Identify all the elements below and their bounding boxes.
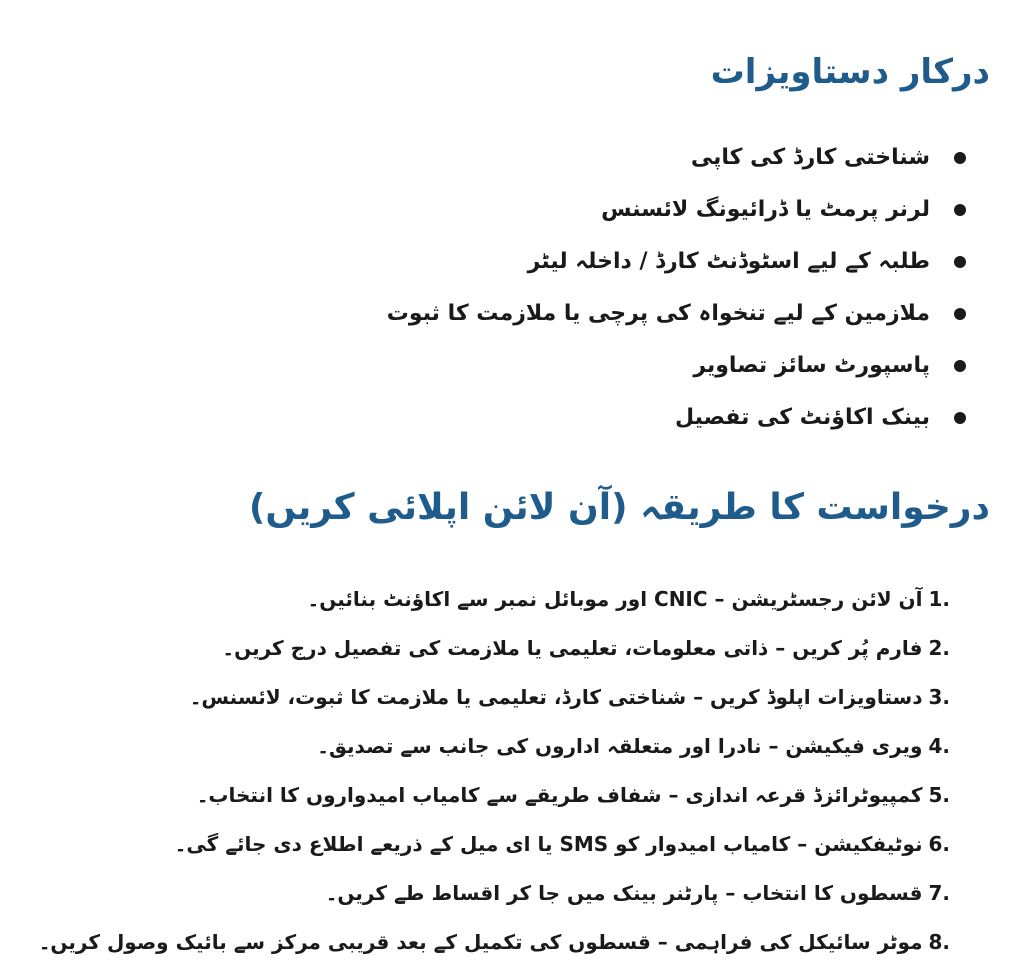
list-item bbox=[266, 132, 966, 184]
step-number: 2. bbox=[928, 636, 950, 660]
list-item-text: طلبہ کے لیے اسٹوڈنٹ کارڈ / داخلہ لیٹر bbox=[527, 249, 930, 274]
list-item-text: ملازمین کے لیے تنخواہ کی پرچی یا ملازمت کا ثبوت bbox=[386, 301, 930, 326]
step-item bbox=[90, 820, 950, 869]
list-item bbox=[266, 236, 966, 288]
step-item bbox=[38, 918, 950, 967]
step-text: کمپیوٹرائزڈ قرعہ اندازی – شفاف طریقے سے کامیاب امیدواروں کا انتخاب۔ bbox=[196, 783, 923, 807]
bullet-icon bbox=[954, 412, 966, 424]
step-number: 7. bbox=[928, 881, 950, 905]
step-number: 6. bbox=[928, 832, 950, 856]
step-text: فارم پُر کریں – ذاتی معلومات، تعلیمی یا ملازمت کی تفصیل درج کریں۔ bbox=[222, 636, 923, 660]
application-method-heading: درخواست کا طریقہ (آن لائن اپلائی کریں) bbox=[248, 487, 990, 528]
step-item bbox=[90, 722, 950, 771]
bullet-icon bbox=[954, 360, 966, 372]
list-item-text: پاسپورٹ سائز تصاویر bbox=[693, 353, 930, 378]
list-item bbox=[266, 184, 966, 236]
bullet-icon bbox=[954, 256, 966, 268]
step-number: 3. bbox=[928, 685, 950, 709]
step-number: 4. bbox=[928, 734, 950, 758]
list-item-text: شناختی کارڈ کی کاپی bbox=[690, 145, 930, 170]
application-steps-list bbox=[38, 575, 950, 967]
step-item bbox=[90, 771, 950, 820]
step-text: آن لائن رجسٹریشن – CNIC اور موبائل نمبر سے اکاؤنٹ بنائیں۔ bbox=[307, 587, 923, 611]
bullet-icon bbox=[954, 308, 966, 320]
step-number: 8. bbox=[928, 930, 950, 954]
bullet-icon bbox=[954, 152, 966, 164]
required-documents-list bbox=[266, 132, 966, 444]
list-item-text: لرنر پرمٹ یا ڈرائیونگ لائسنس bbox=[601, 197, 930, 222]
bullet-icon bbox=[954, 204, 966, 216]
list-item bbox=[266, 288, 966, 340]
step-item bbox=[90, 673, 950, 722]
required-documents-heading: درکار دستاویزات bbox=[710, 52, 990, 92]
step-item bbox=[90, 624, 950, 673]
step-item bbox=[90, 869, 950, 918]
list-item-text: بینک اکاؤنٹ کی تفصیل bbox=[675, 405, 930, 430]
step-text: قسطوں کا انتخاب – پارٹنر بینک میں جا کر اقساط طے کریں۔ bbox=[325, 881, 923, 905]
step-text: ویری فیکیشن – نادرا اور متعلقہ اداروں کی جانب سے تصدیق۔ bbox=[317, 734, 923, 758]
step-number: 1. bbox=[928, 587, 950, 611]
step-text: دستاویزات اپلوڈ کریں – شناختی کارڈ، تعلیمی یا ملازمت کا ثبوت، لائسنس۔ bbox=[189, 685, 923, 709]
list-item bbox=[266, 340, 966, 392]
list-item bbox=[266, 392, 966, 444]
step-number: 5. bbox=[928, 783, 950, 807]
step-text: موٹر سائیکل کی فراہمی – قسطوں کی تکمیل کے بعد قریبی مرکز سے بائیک وصول کریں۔ bbox=[38, 930, 923, 954]
step-text: نوٹیفکیشن – کامیاب امیدوار کو SMS یا ای میل کے ذریعے اطلاع دی جائے گی۔ bbox=[174, 832, 923, 856]
step-item bbox=[90, 575, 950, 624]
